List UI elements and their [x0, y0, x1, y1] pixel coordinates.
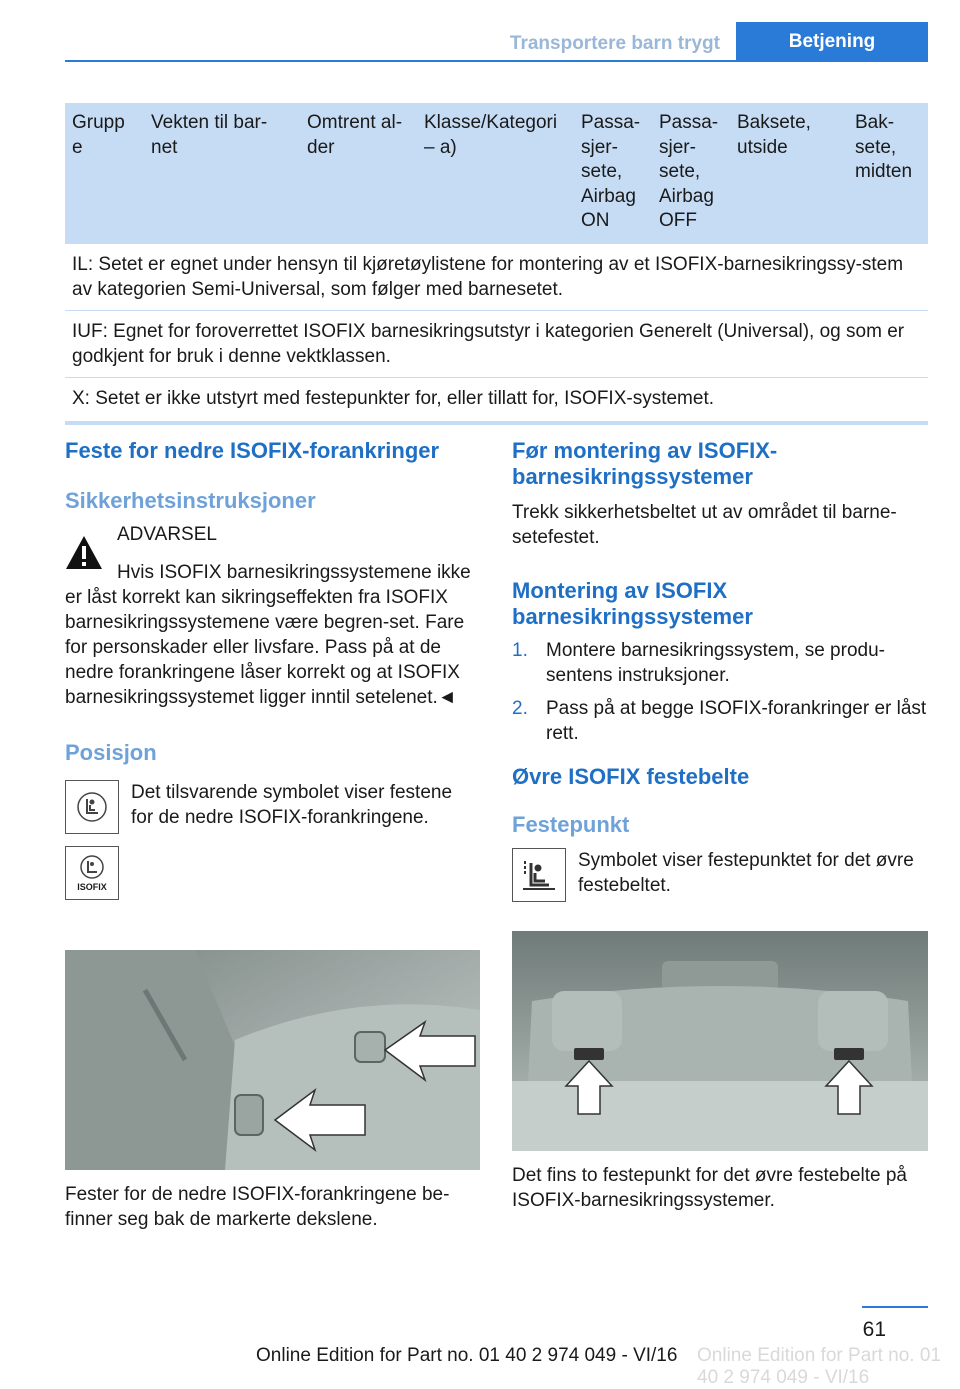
- list-item: [512, 696, 927, 746]
- isofix-table: [65, 103, 928, 425]
- table-header-cell: Vekten til bar- net: [151, 112, 268, 158]
- subtitle-anchor-point: Festepunkt: [512, 812, 630, 837]
- footer-rule: [862, 1306, 928, 1308]
- anchor-point-block: [512, 848, 927, 902]
- watermark-text: Online Edition for Part no. 01 40 2 974 049 - VI/16: [697, 1345, 941, 1388]
- table-header-cell: Bak- sete, midten: [855, 112, 913, 182]
- page-number: 61: [862, 1318, 886, 1341]
- table-header-cell: Baksete, utside: [737, 112, 811, 158]
- table-row: IL: Setet er egnet under hensyn til kjøretøylistene for montering av et ISOFIX-barnesikringssy-stem av kategorien Semi-Universal, som følger med barnesetet.: [65, 244, 928, 311]
- header-section-title: Transportere barn trygt: [509, 33, 720, 54]
- right-photo-caption: Det fins to festepunkt for det øvre festebelte på ISOFIX-barnesikringssystemer.: [512, 1165, 907, 1211]
- left-column: [65, 438, 480, 900]
- section-title-lower-anchorage: Feste for nedre ISOFIX-forankringer: [65, 438, 440, 463]
- header-rule: [65, 60, 928, 62]
- left-photo-caption: Fester for de nedre ISOFIX-forankringene be-finner seg bak de markerte dekslene.: [65, 1184, 450, 1230]
- step-number: 1.: [512, 640, 528, 661]
- subtitle-position: Posisjon: [65, 740, 157, 765]
- header-chapter-tab: Betjening: [736, 22, 928, 62]
- child-seat-symbol-icon: [65, 780, 119, 834]
- page-header: [0, 0, 960, 62]
- step-text: Pass på at begge ISOFIX-forankringer er låst rett.: [546, 698, 927, 744]
- warning-label: ADVARSEL: [117, 524, 217, 545]
- section-title-before-mounting: Før montering av ISOFIX-barnesikringssystemer: [512, 438, 778, 489]
- section-title-upper-tether: Øvre ISOFIX festebelte: [512, 764, 750, 789]
- subtitle-safety: Sikkerhetsinstruksjoner: [65, 488, 316, 513]
- table-row: IUF: Egnet for foroverrettet ISOFIX barnesikringsutstyr i kategorien Generelt (Universal), og som er godkjent for bruk i denne vektklassen.: [65, 311, 928, 378]
- upper-tether-photo: [512, 931, 928, 1151]
- table-row: X: Setet er ikke utstyrt med festepunkter for, eller tillatt for, ISOFIX-systemet.: [65, 378, 928, 425]
- isofix-symbol-icon: [65, 846, 119, 900]
- table-header-cell: Passa- sjer- sete, Airbag ON: [581, 112, 641, 231]
- lower-anchorage-photo: [65, 950, 480, 1170]
- section-title-mounting: Montering av ISOFIX barnesikringssystemer: [512, 578, 753, 629]
- table-header-cell: Omtrent al- der: [307, 112, 403, 158]
- table-header-row: [65, 103, 928, 244]
- table-header-cell: Klasse/Kategori – a): [424, 112, 558, 158]
- edition-text: Online Edition for Part no. 01 40 2 974 049 - VI/16: [256, 1345, 678, 1366]
- anchor-point-text: Symbolet viser festepunktet for det øvre festebeltet.: [578, 850, 914, 896]
- step-number: 2.: [512, 698, 528, 719]
- isofix-symbol-label: ISOFIX: [77, 882, 107, 892]
- table-header-cell: Passa- sjer- sete, Airbag OFF: [659, 112, 719, 231]
- position-block: [65, 780, 480, 834]
- right-column: [512, 438, 927, 902]
- list-item: [512, 638, 927, 688]
- table-header-cell: Grupp e: [72, 112, 125, 158]
- step-text: Montere barnesikringssystem, se produ-sentens instruksjoner.: [546, 640, 885, 686]
- before-mounting-text: Trekk sikkerhetsbeltet ut av området til barne-setefestet.: [512, 502, 897, 548]
- warning-triangle-icon: [65, 534, 103, 572]
- warning-text: Hvis ISOFIX barnesikringssystemene ikke er låst korrekt kan sikringseffekten fra ISOFIX barnesikringssystemene være begren-set. Fare for personskader eller livsfare. Pass på at de nedre forankringene låser korrekt og at ISOFIX barnesikringssystemet ligger inntil setelenet.◄: [65, 562, 471, 708]
- position-text: Det tilsvarende symbolet viser festene for de nedre ISOFIX-forankringene.: [131, 782, 453, 828]
- tether-anchor-symbol-icon: [512, 848, 566, 902]
- mounting-steps: [512, 638, 927, 746]
